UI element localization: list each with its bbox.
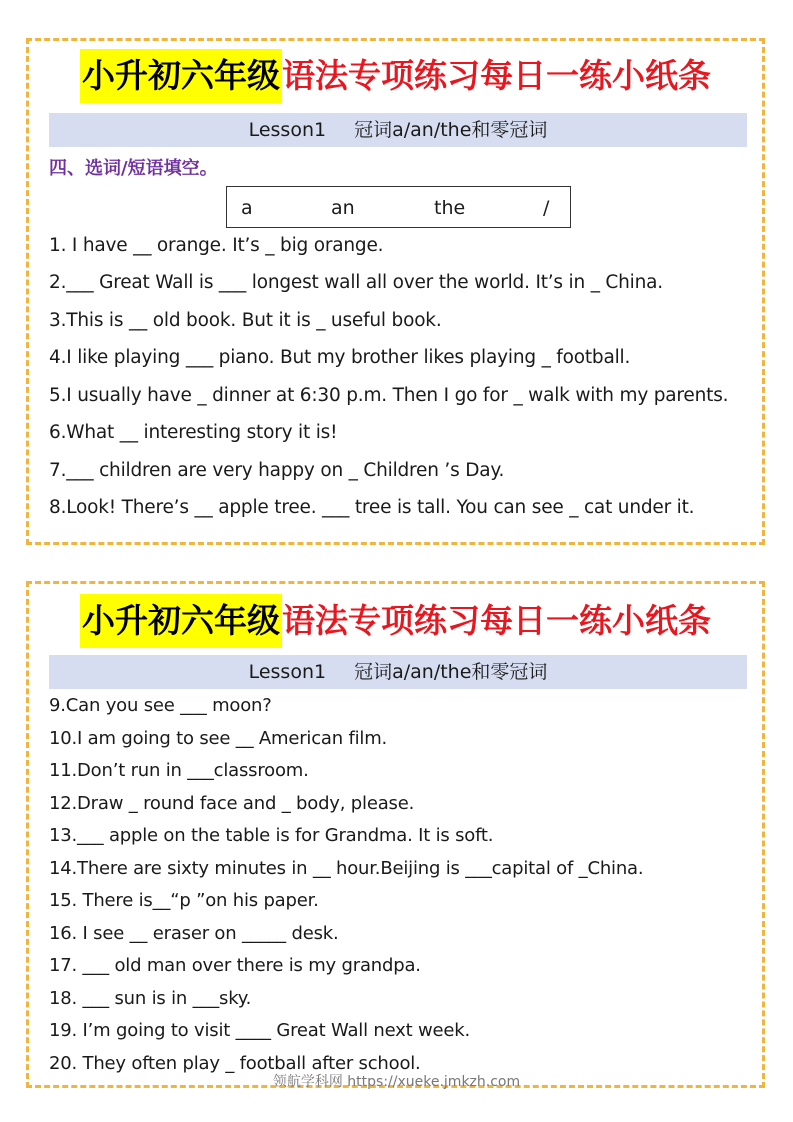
question-item: 9.Can you see ___ moon? — [49, 695, 272, 716]
question-item: 12.Draw _ round face and _ body, please. — [49, 793, 415, 814]
question-item: 4.I like playing ___ piano. But my brother likes playing _ football. — [49, 347, 631, 368]
question-item: 3.This is __ old book. But it is _ useful book. — [49, 310, 442, 331]
question-item: 11.Don’t run in ___classroom. — [49, 760, 309, 781]
lesson-topic: 冠词a/an/the和零冠词 — [354, 119, 548, 141]
section-heading: 四、选词/短语填空。 — [49, 158, 218, 179]
footer-watermark: 领航学科网 https://xueke.jmkzh.com — [272, 1074, 521, 1090]
lesson-label: Lesson1 — [248, 661, 327, 683]
question-item: 6.What __ interesting story it is! — [49, 422, 338, 443]
question-item: 5.I usually have _ dinner at 6:30 p.m. Then I go for _ walk with my parents. — [49, 385, 729, 406]
question-item: 2.___ Great Wall is ___ longest wall all over the world. It’s in _ China. — [49, 272, 663, 293]
question-item: 8.Look! There’s __ apple tree. ___ tree is tall. You can see _ cat under it. — [49, 497, 695, 518]
word-bank-item: an — [331, 197, 355, 219]
title-subject: 语法专项练习每日一练小纸条 — [282, 56, 711, 95]
worksheet-card-1 — [26, 38, 765, 545]
card-title — [29, 49, 762, 103]
word-bank-item: a — [241, 197, 253, 219]
question-item: 18. ___ sun is in ___sky. — [49, 988, 252, 1009]
title-grade: 小升初六年级 — [80, 594, 282, 648]
card-title — [29, 594, 762, 648]
lesson-label: Lesson1 — [248, 119, 327, 141]
question-item: 1. I have __ orange. It’s _ big orange. — [49, 235, 384, 256]
word-bank-item: / — [543, 197, 550, 219]
lesson-topic: 冠词a/an/the和零冠词 — [354, 661, 548, 683]
question-item: 16. I see __ eraser on _____ desk. — [49, 923, 339, 944]
question-item: 14.There are sixty minutes in __ hour.Beijing is ___capital of _China. — [49, 858, 644, 879]
question-item: 19. I’m going to visit ____ Great Wall next week. — [49, 1020, 471, 1041]
worksheet-card-2 — [26, 581, 765, 1088]
word-bank — [226, 186, 571, 228]
lesson-bar — [49, 655, 747, 689]
title-grade: 小升初六年级 — [80, 49, 282, 103]
question-item: 7.___ children are very happy on _ Children ’s Day. — [49, 460, 505, 481]
question-item: 10.I am going to see __ American film. — [49, 728, 388, 749]
question-item: 17. ___ old man over there is my grandpa. — [49, 955, 421, 976]
question-item: 15. There is__“p ”on his paper. — [49, 890, 319, 911]
title-subject: 语法专项练习每日一练小纸条 — [282, 601, 711, 640]
question-item: 13.___ apple on the table is for Grandma. It is soft. — [49, 825, 494, 846]
question-item: 20. They often play _ football after school. — [49, 1053, 421, 1074]
lesson-bar — [49, 113, 747, 147]
word-bank-item: the — [434, 197, 466, 219]
